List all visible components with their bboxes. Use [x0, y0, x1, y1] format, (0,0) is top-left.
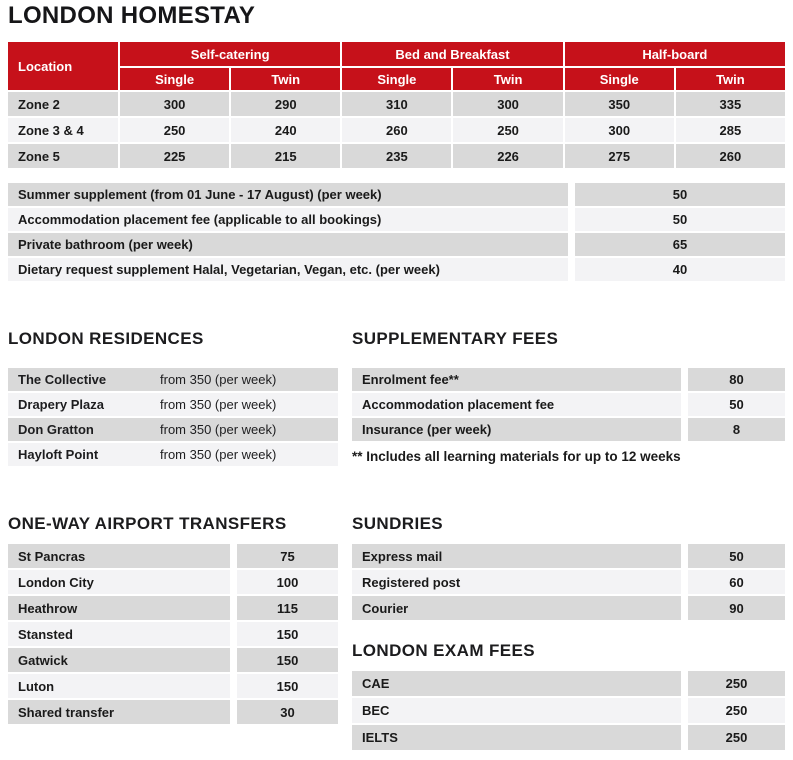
table-row — [352, 544, 785, 568]
row-value: 100 — [237, 570, 338, 594]
row-value: 60 — [688, 570, 785, 594]
row-value: 250 — [688, 671, 785, 696]
cell-value: 275 — [565, 144, 674, 168]
sub-header: Twin — [231, 68, 340, 90]
row-label: Express mail — [352, 544, 681, 568]
cell-value: 350 — [565, 92, 674, 116]
row-label: Private bathroom (per week) — [8, 233, 568, 256]
cell-value: 300 — [453, 92, 562, 116]
sub-header: Single — [342, 68, 451, 90]
cell-value: 250 — [453, 118, 562, 142]
row-value: from 350 (per week) — [160, 372, 277, 387]
row-label: Dietary request supplement Halal, Vegetarian, Vegan, etc. (per week) — [8, 258, 568, 281]
row-label: Luton — [8, 674, 230, 698]
table-row — [352, 368, 785, 391]
row-value: 40 — [575, 258, 785, 281]
table-row — [8, 368, 338, 391]
table-row — [8, 418, 338, 441]
table-row — [352, 725, 785, 750]
sub-header: Twin — [453, 68, 562, 90]
row-value: 250 — [688, 725, 785, 750]
cell-value: 240 — [231, 118, 340, 142]
sundries-table — [352, 544, 785, 622]
table-row — [352, 570, 785, 594]
row-label: Accommodation placement fee — [352, 393, 681, 416]
section-title-supplementary-fees: SUPPLEMENTARY FEES — [352, 329, 559, 348]
table-row — [8, 183, 785, 206]
section-title-sundries: SUNDRIES — [352, 514, 444, 533]
section-title-airport-transfers: ONE-WAY AIRPORT TRANSFERS — [8, 514, 287, 533]
row-value: 50 — [688, 544, 785, 568]
cell-value: 290 — [231, 92, 340, 116]
group-header-bed-and-breakfast: Bed and Breakfast — [342, 42, 562, 66]
sub-header: Single — [565, 68, 674, 90]
table-row — [8, 393, 338, 416]
cell-value: 225 — [120, 144, 229, 168]
row-label: Courier — [352, 596, 681, 620]
cell-value: 226 — [453, 144, 562, 168]
cell-value: 310 — [342, 92, 451, 116]
row-label: Zone 3 & 4 — [8, 118, 118, 142]
row-label: CAE — [352, 671, 681, 696]
row-label: IELTS — [352, 725, 681, 750]
section-title-residences: LONDON RESIDENCES — [8, 329, 204, 348]
cell-value: 235 — [342, 144, 451, 168]
residences-table — [8, 368, 338, 468]
row-value: 50 — [688, 393, 785, 416]
sub-header: Single — [120, 68, 229, 90]
table-row — [8, 544, 338, 568]
row-label: BEC — [352, 698, 681, 723]
table-row — [352, 596, 785, 620]
cell-value: 260 — [676, 144, 785, 168]
table-row — [352, 671, 785, 696]
row-value: 90 — [688, 596, 785, 620]
table-row — [8, 648, 338, 672]
row-label: The Collective — [18, 372, 107, 387]
table-row — [8, 258, 785, 281]
row-label: Don Gratton — [18, 422, 94, 437]
row-label: Zone 5 — [8, 144, 118, 168]
row-value: from 350 (per week) — [160, 397, 277, 412]
table-row — [352, 698, 785, 723]
row-value: 65 — [575, 233, 785, 256]
airport-transfers-table — [8, 544, 338, 726]
row-value: from 350 (per week) — [160, 422, 277, 437]
row-value: 80 — [688, 368, 785, 391]
row-label: St Pancras — [8, 544, 230, 568]
table-row — [8, 700, 338, 724]
row-value: 30 — [237, 700, 338, 724]
row-label: Hayloft Point — [18, 447, 99, 462]
table-row — [352, 393, 785, 416]
row-label: Summer supplement (from 01 June - 17 August) (per week) — [8, 183, 568, 206]
exam-fees-table — [352, 671, 785, 752]
row-value: 50 — [575, 183, 785, 206]
group-header-half-board: Half-board — [565, 42, 785, 66]
row-label: Heathrow — [8, 596, 230, 620]
row-label: Enrolment fee** — [352, 368, 681, 391]
column-header-location: Location — [8, 42, 118, 90]
row-label: Stansted — [8, 622, 230, 646]
section-title-exam-fees: LONDON EXAM FEES — [352, 641, 536, 660]
row-value: 150 — [237, 622, 338, 646]
row-label: Gatwick — [8, 648, 230, 672]
table-row — [8, 208, 785, 231]
cell-value: 300 — [565, 118, 674, 142]
footnote: ** Includes all learning materials for up to 12 weeks — [352, 449, 681, 464]
row-value: 115 — [237, 596, 338, 620]
row-value: 50 — [575, 208, 785, 231]
row-label: London City — [8, 570, 230, 594]
cell-value: 250 — [120, 118, 229, 142]
row-value: 250 — [688, 698, 785, 723]
row-value: 8 — [688, 418, 785, 441]
row-value: from 350 (per week) — [160, 447, 277, 462]
cell-value: 260 — [342, 118, 451, 142]
row-label: Registered post — [352, 570, 681, 594]
row-value: 150 — [237, 674, 338, 698]
row-value: 75 — [237, 544, 338, 568]
row-value: 150 — [237, 648, 338, 672]
table-row — [8, 596, 338, 620]
table-row — [8, 622, 338, 646]
supplementary-fees-table — [352, 368, 785, 443]
row-label: Shared transfer — [8, 700, 230, 724]
sub-header: Twin — [676, 68, 785, 90]
homestay-table — [8, 42, 785, 168]
row-label: Insurance (per week) — [352, 418, 681, 441]
table-row — [8, 443, 338, 466]
row-label: Accommodation placement fee (applicable to all bookings) — [8, 208, 568, 231]
row-label: Drapery Plaza — [18, 397, 104, 412]
table-row — [8, 570, 338, 594]
table-row — [8, 674, 338, 698]
page-title: LONDON HOMESTAY — [8, 2, 256, 29]
cell-value: 300 — [120, 92, 229, 116]
row-label: Zone 2 — [8, 92, 118, 116]
table-row — [352, 418, 785, 441]
group-header-self-catering: Self-catering — [120, 42, 340, 66]
cell-value: 215 — [231, 144, 340, 168]
supplements-table — [8, 183, 785, 283]
cell-value: 335 — [676, 92, 785, 116]
table-row — [8, 233, 785, 256]
cell-value: 285 — [676, 118, 785, 142]
